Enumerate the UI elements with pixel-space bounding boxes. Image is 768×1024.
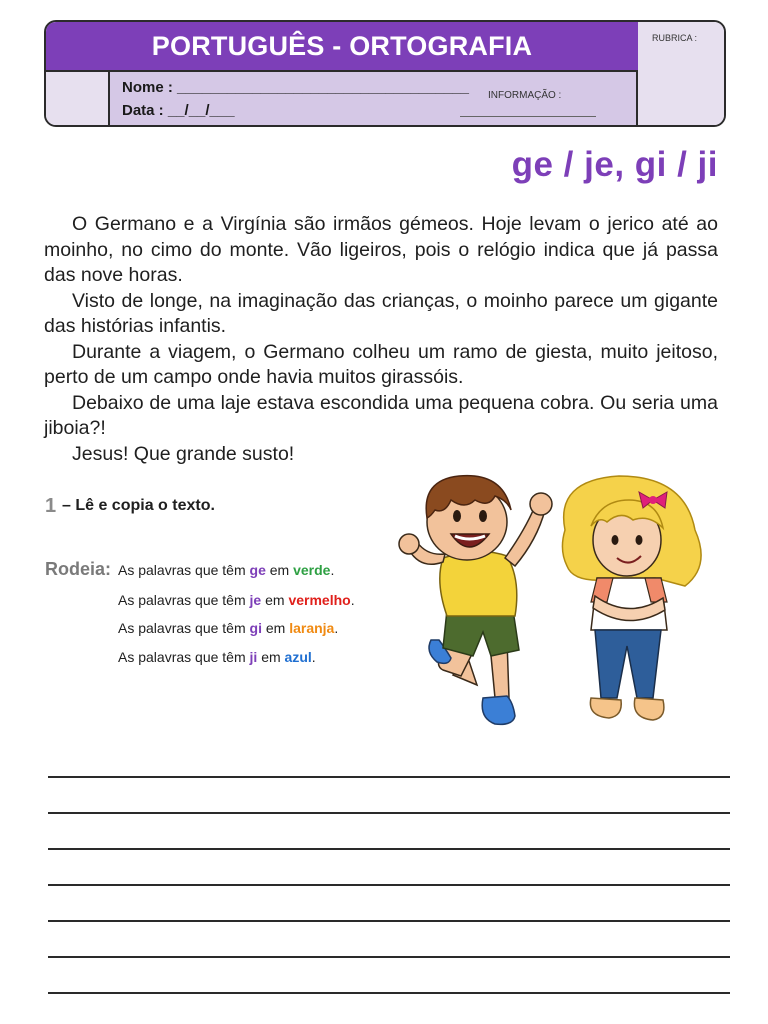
writing-line[interactable] xyxy=(48,956,730,958)
rule-prefix: As palavras que têm xyxy=(118,562,246,578)
rule-syllable: ge xyxy=(249,562,266,578)
writing-line[interactable] xyxy=(48,776,730,778)
rule-ge: As palavras que têm ge em verde. xyxy=(118,562,335,578)
boy-figure xyxy=(399,476,552,725)
rule-ji: As palavras que têm ji em azul. xyxy=(118,649,316,665)
writing-line[interactable] xyxy=(48,992,730,994)
rodeia-label: Rodeia: xyxy=(45,559,112,579)
writing-line[interactable] xyxy=(48,848,730,850)
story-text xyxy=(44,212,718,467)
rule-color-word: azul xyxy=(284,649,312,665)
exercise-number: 1 xyxy=(45,495,57,517)
rule-connector: em xyxy=(261,649,281,665)
lesson-title: ge / je, gi / ji xyxy=(511,145,718,184)
info-label: INFORMAÇÃO : xyxy=(488,90,562,101)
rule-connector: em xyxy=(269,562,290,578)
writing-line[interactable] xyxy=(48,812,730,814)
worksheet-header xyxy=(44,20,726,127)
story-paragraph: Visto de longe, na imaginação das crianças, o moinho parece um gigante das histórias infantis. xyxy=(44,289,718,337)
rubrica-label: RUBRICA : xyxy=(652,33,698,43)
rule-prefix: As palavras que têm xyxy=(118,620,246,636)
writing-line[interactable] xyxy=(48,920,730,922)
rule-color-word: laranja xyxy=(289,620,335,636)
header-fields xyxy=(110,70,638,127)
rule-color-word: vermelho xyxy=(288,592,351,608)
info-line[interactable] xyxy=(460,116,596,117)
rule-connector: em xyxy=(265,620,286,636)
rule-gi: As palavras que têm gi em laranja. xyxy=(118,620,339,636)
rule-syllable: je xyxy=(249,592,262,608)
rule-prefix: As palavras que têm xyxy=(118,592,246,608)
story-paragraph: O Germano e a Virgínia são irmãos gémeos. Hoje levam o jerico até ao moinho, no cimo do monte. Vão ligeiros, pois o relógio indica que já passa das nove horas. xyxy=(44,213,718,286)
rule-syllable: gi xyxy=(249,620,262,636)
rule-je: As palavras que têm je em vermelho. xyxy=(118,592,355,608)
exercise-instruction: – Lê e copia o texto. xyxy=(62,497,215,514)
header-title: PORTUGUÊS - ORTOGRAFIA xyxy=(151,30,533,61)
rule-connector: em xyxy=(265,592,285,608)
writing-line[interactable] xyxy=(48,884,730,886)
rule-syllable: ji xyxy=(249,649,258,665)
story-paragraph: Durante a viagem, o Germano colheu um ramo de giesta, muito jeitoso, perto de um campo onde havia muitos girassóis. xyxy=(44,340,718,388)
rubrica-cell xyxy=(638,22,726,127)
rule-color-word: verde xyxy=(293,562,331,578)
story-paragraph: Debaixo de uma laje estava escondida uma pequena cobra. Ou seria uma jiboia?! xyxy=(44,391,718,439)
date-field[interactable]: Data : __/__/___ xyxy=(122,102,235,119)
name-field[interactable]: Nome : ___________________________________ xyxy=(122,79,469,96)
rule-prefix: As palavras que têm xyxy=(118,649,246,665)
header-left-cell xyxy=(46,70,110,127)
two-children-illustration xyxy=(395,470,730,732)
story-paragraph: Jesus! Que grande susto! xyxy=(72,442,295,465)
girl-figure xyxy=(562,476,701,720)
